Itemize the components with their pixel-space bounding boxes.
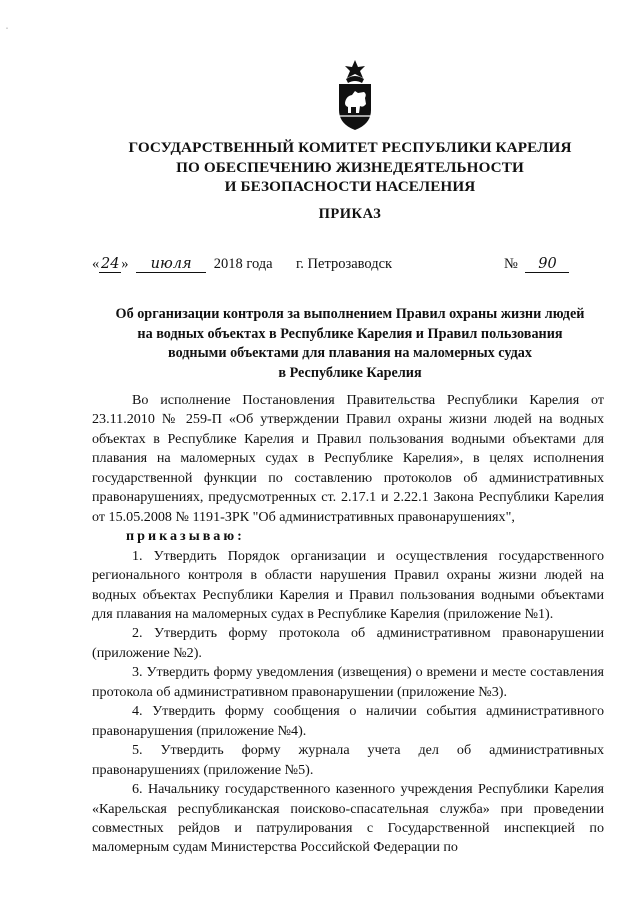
order-item: 2. Утвердить форму протокола об административном правонарушении (приложение №2). <box>92 625 604 661</box>
subject-line: Об организации контроля за выполнением Правил охраны жизни людей <box>115 306 585 322</box>
number-label: № <box>504 256 518 272</box>
order-item: 3. Утвердить форму уведомления (извещения) о времени и месте составления протокола об административном правонарушении (приложение №3). <box>92 664 604 700</box>
organization-name <box>60 138 640 197</box>
preamble-paragraph: Во исполнение Постановления Правительства Республики Карелия от 23.11.2010 № 259-П «Об утверждении Правил охраны жизни людей на водных объектах в Республике Карелия и Правил пользования водными объектами для плавания на маломерных судах в Республике Карелия», в целях исполнения государственной функции по составлению протоколов об административных правонарушениях, предусмотренных ст. 2.17.1 и 2.22.1 Закона Республики Карелия от 15.05.2008 № 1191-ЗРК "Об административных правонарушениях", <box>92 392 604 525</box>
date-quote-open: « <box>92 256 100 272</box>
org-line: ПО ОБЕСПЕЧЕНИЮ ЖИЗНЕДЕЯТЕЛЬНОСТИ <box>176 158 524 176</box>
order-item: 1. Утвердить Порядок организации и осуществления государственного регионального контроля в области нарушения Правил охраны жизни людей на водных объектах Республики Карелия и Правил пользования водными объектами для плавания на маломерных судах в Республике Карелия (приложение №1). <box>92 547 604 622</box>
document-type: ПРИКАЗ <box>318 206 382 222</box>
document-subject <box>60 305 640 383</box>
order-item: 5. Утвердить форму журнала учета дел об административных правонарушениях (приложение №5). <box>92 742 604 778</box>
coat-of-arms-icon <box>333 58 377 132</box>
order-item: 4. Утвердить форму сообщения о наличии события административного правонарушения (приложение №4). <box>92 703 604 739</box>
document-body <box>92 391 604 858</box>
date-month: июля <box>136 256 206 273</box>
document-city: г. Петрозаводск <box>296 256 393 272</box>
document-number <box>504 256 569 273</box>
document-date <box>92 256 273 273</box>
date-year: 2018 года <box>213 256 273 272</box>
subject-line: на водных объектах в Республике Карелия и Правил пользования <box>137 325 563 342</box>
subject-line: в Республике Карелия <box>278 364 422 381</box>
date-day: 24 <box>101 256 120 272</box>
number-value: 90 <box>525 256 569 273</box>
org-line: ГОСУДАРСТВЕННЫЙ КОМИТЕТ РЕСПУБЛИКИ КАРЕЛИЯ <box>128 139 572 156</box>
subject-line: водными объектами для плавания на маломерных судах <box>168 345 532 361</box>
date-quote-close: » <box>121 256 129 272</box>
order-item: 6. Начальнику государственного казенного учреждения Республики Карелия «Карельская республиканская поисково-спасательная служба» при проведении совместных рейдов и патрулирования с Государственной инспекцией по маломерным судам Министерства Российской Федерации по <box>92 781 604 856</box>
scan-mark: ˚ <box>6 28 8 34</box>
org-line: И БЕЗОПАСНОСТИ НАСЕЛЕНИЯ <box>224 178 476 195</box>
decree-word: приказываю: <box>126 528 245 545</box>
